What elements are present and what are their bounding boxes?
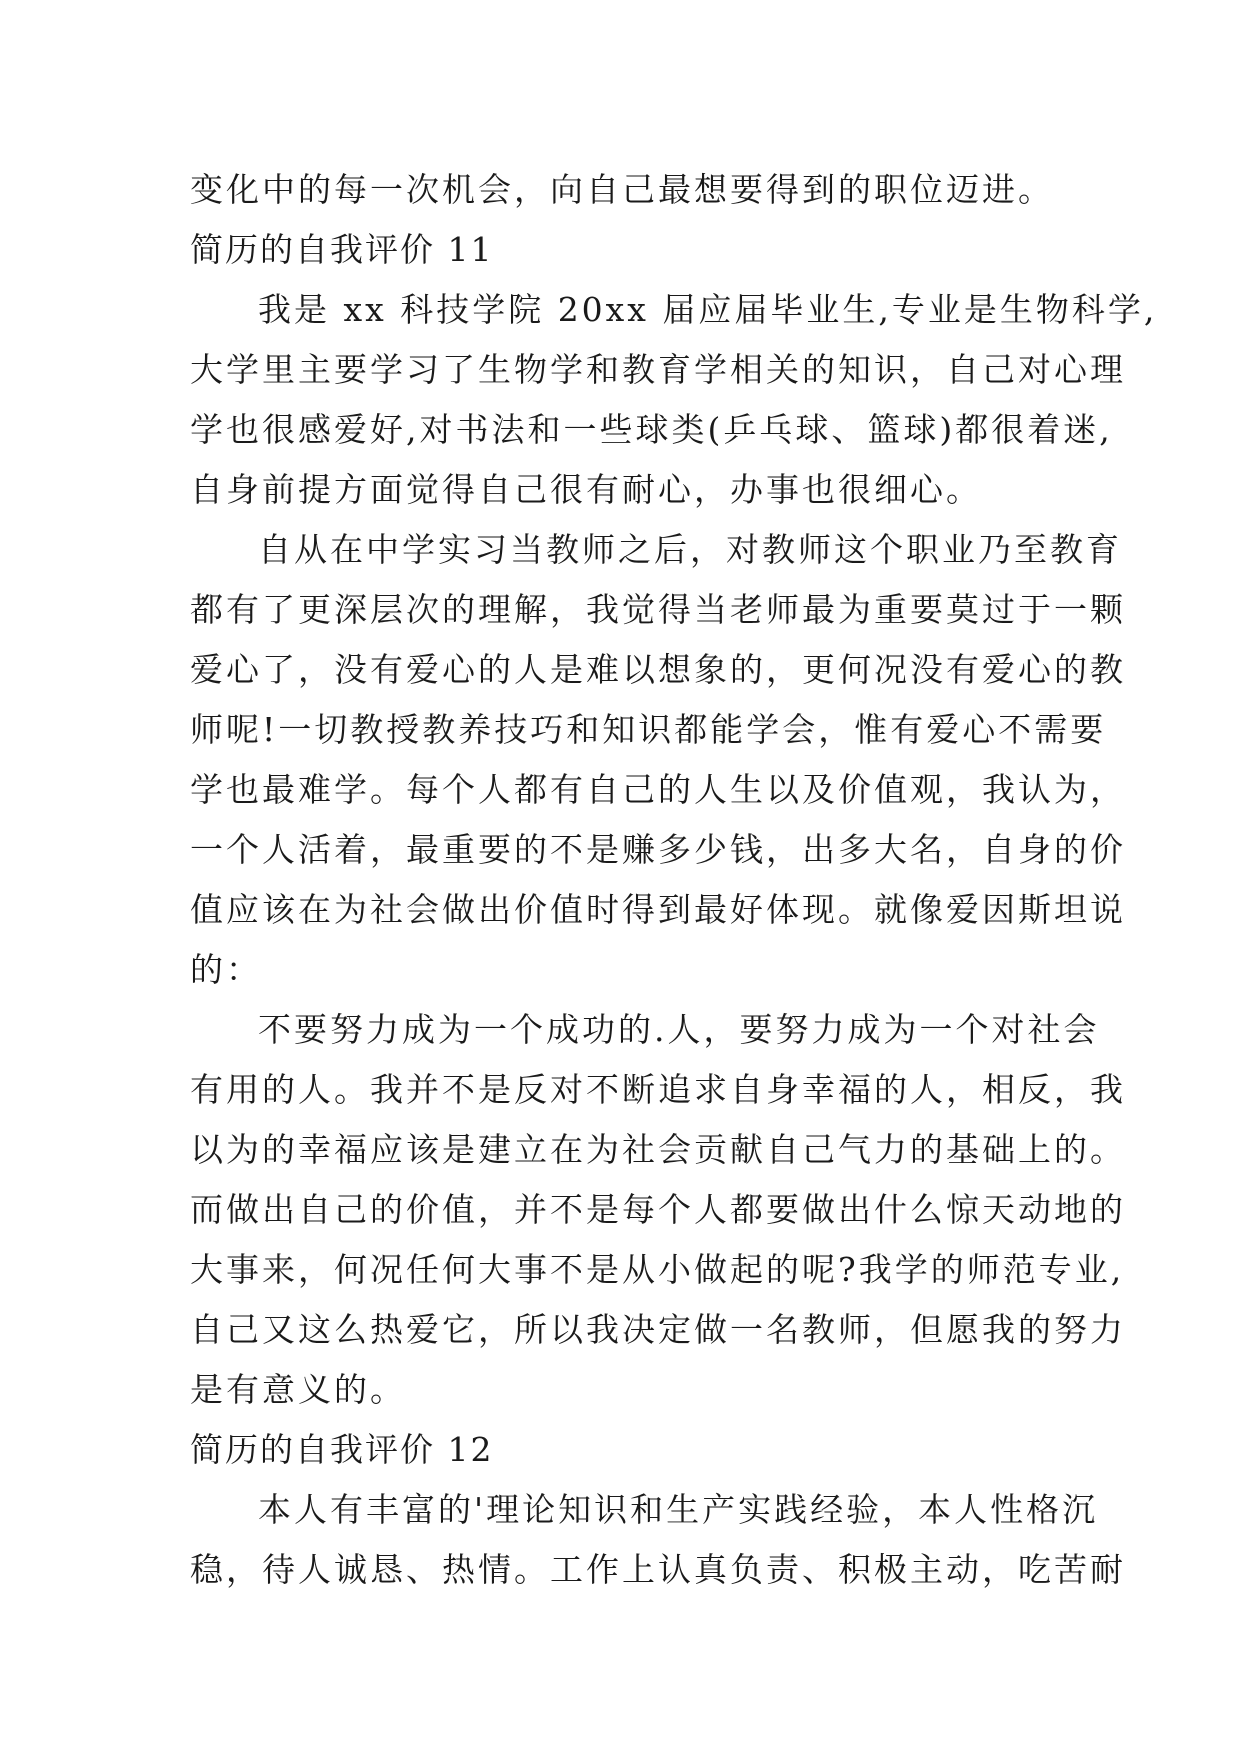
text-line: 以为的幸福应该是建立在为社会贡献自己气力的基础上的。	[190, 1130, 1126, 1169]
text-line: 大学里主要学习了生物学和教育学相关的知识，自己对心理	[190, 350, 1126, 389]
text-line: 自身前提方面觉得自己很有耐心，办事也很细心。	[190, 470, 982, 509]
paragraph-first-line: 本人有丰富的'理论知识和生产实践经验，本人性格沉	[258, 1490, 1099, 1529]
paragraph-first-line: 我是 xx 科技学院 20xx 届应届毕业生,专业是生物科学,	[258, 290, 1158, 329]
text-line: 是有意义的。	[190, 1370, 406, 1409]
text-line: 变化中的每一次机会，向自己最想要得到的职位迈进。	[190, 170, 1054, 209]
text-line: 爱心了，没有爱心的人是难以想象的，更何况没有爱心的教	[190, 650, 1126, 689]
text-line: 学也很感爱好,对书法和一些球类(乒乓球、篮球)都很着迷,	[190, 410, 1113, 449]
text-line: 有用的人。我并不是反对不断追求自身幸福的人，相反，我	[190, 1070, 1126, 1109]
text-line: 都有了更深层次的理解，我觉得当老师最为重要莫过于一颗	[190, 590, 1126, 629]
text-line: 学也最难学。每个人都有自己的人生以及价值观，我认为，	[190, 770, 1126, 809]
paragraph-first-line: 自从在中学实习当教师之后，对教师这个职业乃至教育	[258, 530, 1122, 569]
document-body	[190, 160, 1158, 1600]
text-line: 值应该在为社会做出价值时得到最好体现。就像爱因斯坦说	[190, 890, 1126, 929]
text-line: 稳，待人诚恳、热情。工作上认真负责、积极主动，吃苦耐	[190, 1550, 1126, 1589]
section-heading: 简历的自我评价 11	[190, 230, 494, 269]
section-heading: 简历的自我评价 12	[190, 1430, 494, 1469]
text-line: 大事来，何况任何大事不是从小做起的呢?我学的师范专业,	[190, 1250, 1125, 1289]
text-line: 的：	[190, 950, 262, 989]
text-line: 而做出自己的价值，并不是每个人都要做出什么惊天动地的	[190, 1190, 1126, 1229]
text-line: 自己又这么热爱它，所以我决定做一名教师，但愿我的努力	[190, 1310, 1126, 1349]
text-line: 一个人活着，最重要的不是赚多少钱，出多大名，自身的价	[190, 830, 1126, 869]
paragraph-first-line: 不要努力成为一个成功的.人，要努力成为一个对社会	[258, 1010, 1100, 1049]
text-line: 师呢!一切教授教养技巧和知识都能学会，惟有爱心不需要	[190, 710, 1107, 749]
